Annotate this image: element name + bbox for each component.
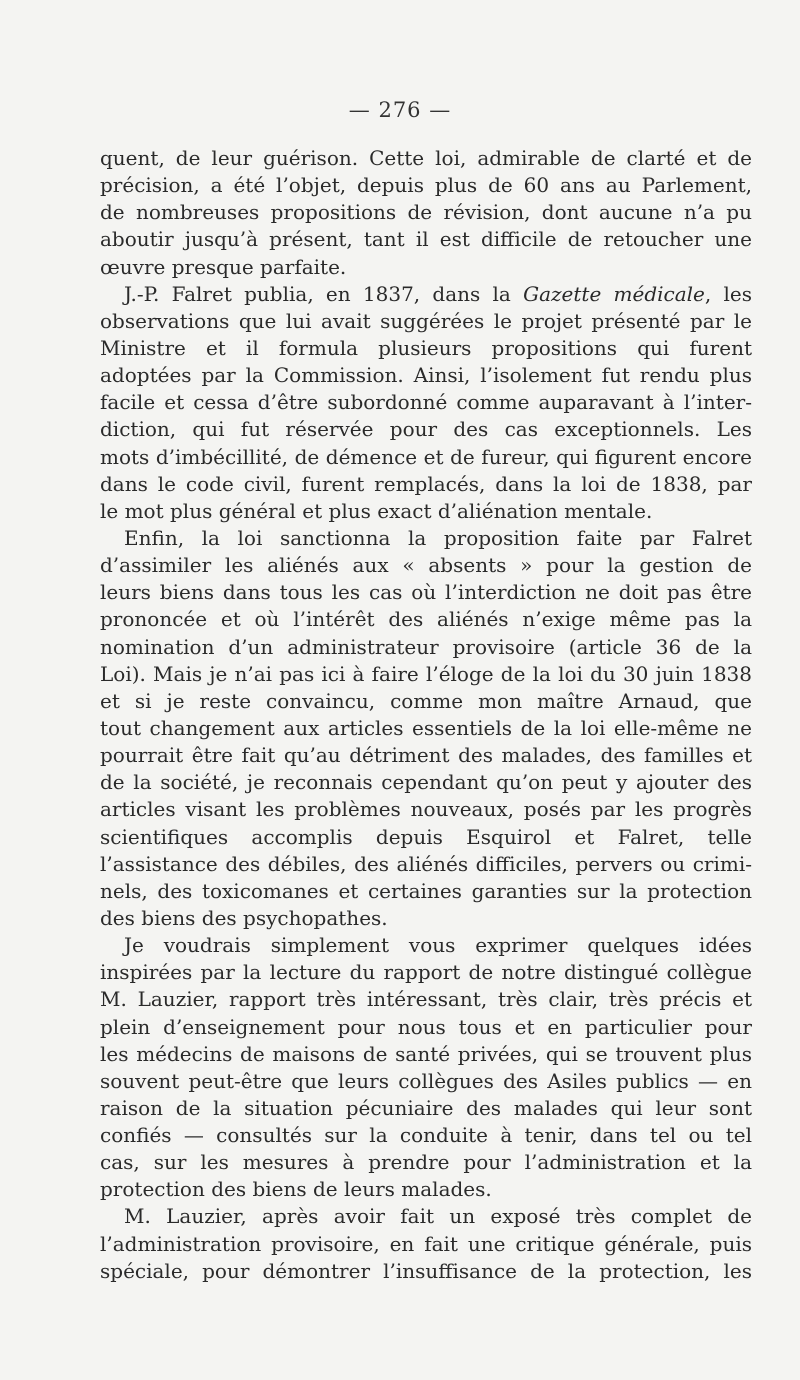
text-line: nels, des toxicomanes et certaines garanties sur la protection — [100, 878, 752, 903]
text-line: spéciale, pour démontrer l’insuffisance de la protection, les — [100, 1258, 752, 1283]
text-line: articles visant les problèmes nouveaux, posés par les progrès — [100, 797, 752, 822]
text-line: M. Lauzier, rapport très intéressant, très clair, très précis et — [100, 987, 752, 1012]
text-span: , les — [704, 281, 752, 306]
text-line: prononcée et où l’intérêt des aliénés n’exige même pas la — [100, 607, 752, 632]
text-line: l’administration provisoire, en fait une critique générale, puis — [100, 1231, 752, 1256]
text-line: l’assistance des débiles, des aliénés difficiles, pervers ou crimi- — [100, 851, 752, 876]
text-line: de nombreuses propositions de révision, dont aucune n’a pu — [100, 200, 752, 225]
text-line: quent, de leur guérison. Cette loi, admirable de clarté et de — [100, 146, 752, 170]
text-line: Ministre et il formula plusieurs propositions qui furent — [100, 335, 752, 360]
paragraph-first-line: M. Lauzier, après avoir fait un exposé très complet de — [124, 1204, 752, 1229]
text-line: d’assimiler les aliénés aux « absents » pour la gestion de — [100, 553, 752, 578]
text-line: précision, a été l’objet, depuis plus de 60 ans au Parlement, — [100, 173, 752, 198]
journal-title: Gazette médicale — [523, 281, 705, 306]
text-line: pourrait être fait qu’au détriment des malades, des familles et — [100, 743, 752, 768]
paragraph-first-line: Enfin, la loi sanctionna la proposition faite par Falret — [124, 525, 752, 550]
text-line: confiés — consultés sur la conduite à tenir, dans tel ou tel — [100, 1123, 752, 1148]
text-line: observations que lui avait suggérées le projet présenté par le — [100, 308, 752, 333]
text-line: et si je reste convaincu, comme mon maître Arnaud, que — [100, 688, 752, 713]
paragraph-last-line: œuvre presque parfaite. — [100, 254, 347, 279]
text-line: mots d’imbécillité, de démence et de fureur, qui figurent encore — [100, 444, 752, 469]
text-line: dans le code civil, furent remplacés, dans la loi de 1838, par — [100, 471, 752, 496]
text-line: tout changement aux articles essentiels de la loi elle-même ne — [100, 715, 752, 740]
text-line: Loi). Mais je n’ai pas ici à faire l’éloge de la loi du 30 juin 1838 — [100, 661, 752, 686]
paragraph-first-line: Je voudrais simplement vous exprimer quelques idées — [124, 933, 752, 958]
page-number: — 276 — — [348, 98, 452, 122]
body-text — [100, 145, 752, 1285]
text-line: inspirées par la lecture du rapport de notre distingué collègue — [100, 960, 752, 985]
text-line: plein d’enseignement pour nous tous et en particulier pour — [100, 1014, 752, 1039]
paragraph-last-line: des biens des psychopathes. — [100, 905, 388, 930]
text-line: souvent peut-être que leurs collègues des Asiles publics — en — [100, 1068, 752, 1093]
paragraph-first-line — [100, 281, 752, 308]
paragraph-last-line: protection des biens de leurs malades. — [100, 1177, 492, 1202]
text-line: leurs biens dans tous les cas où l’interdiction ne doit pas être — [100, 580, 752, 605]
text-line: les médecins de maisons de santé privées, qui se trouvent plus — [100, 1041, 752, 1066]
text-line: nomination d’un administrateur provisoire (article 36 de la — [100, 634, 752, 659]
text-line: adoptées par la Commission. Ainsi, l’isolement fut rendu plus — [100, 363, 752, 388]
paragraph-last-line: le mot plus général et plus exact d’aliénation mentale. — [100, 498, 653, 523]
text-line: cas, sur les mesures à prendre pour l’administration et la — [100, 1150, 752, 1175]
text-line: diction, qui fut réservée pour des cas exceptionnels. Les — [100, 417, 752, 442]
text-line: raison de la situation pécuniaire des malades qui leur sont — [100, 1095, 752, 1120]
text-line: facile et cessa d’être subordonné comme auparavant à l’inter- — [100, 390, 752, 415]
text-line: aboutir jusqu’à présent, tant il est difficile de retoucher une — [100, 227, 752, 252]
text-span: J.-P. Falret publia, en 1837, dans la — [124, 281, 524, 306]
text-line: de la société, je reconnais cependant qu’on peut y ajouter des — [100, 770, 752, 795]
text-line: scientifiques accomplis depuis Esquirol et Falret, telle — [100, 824, 752, 849]
